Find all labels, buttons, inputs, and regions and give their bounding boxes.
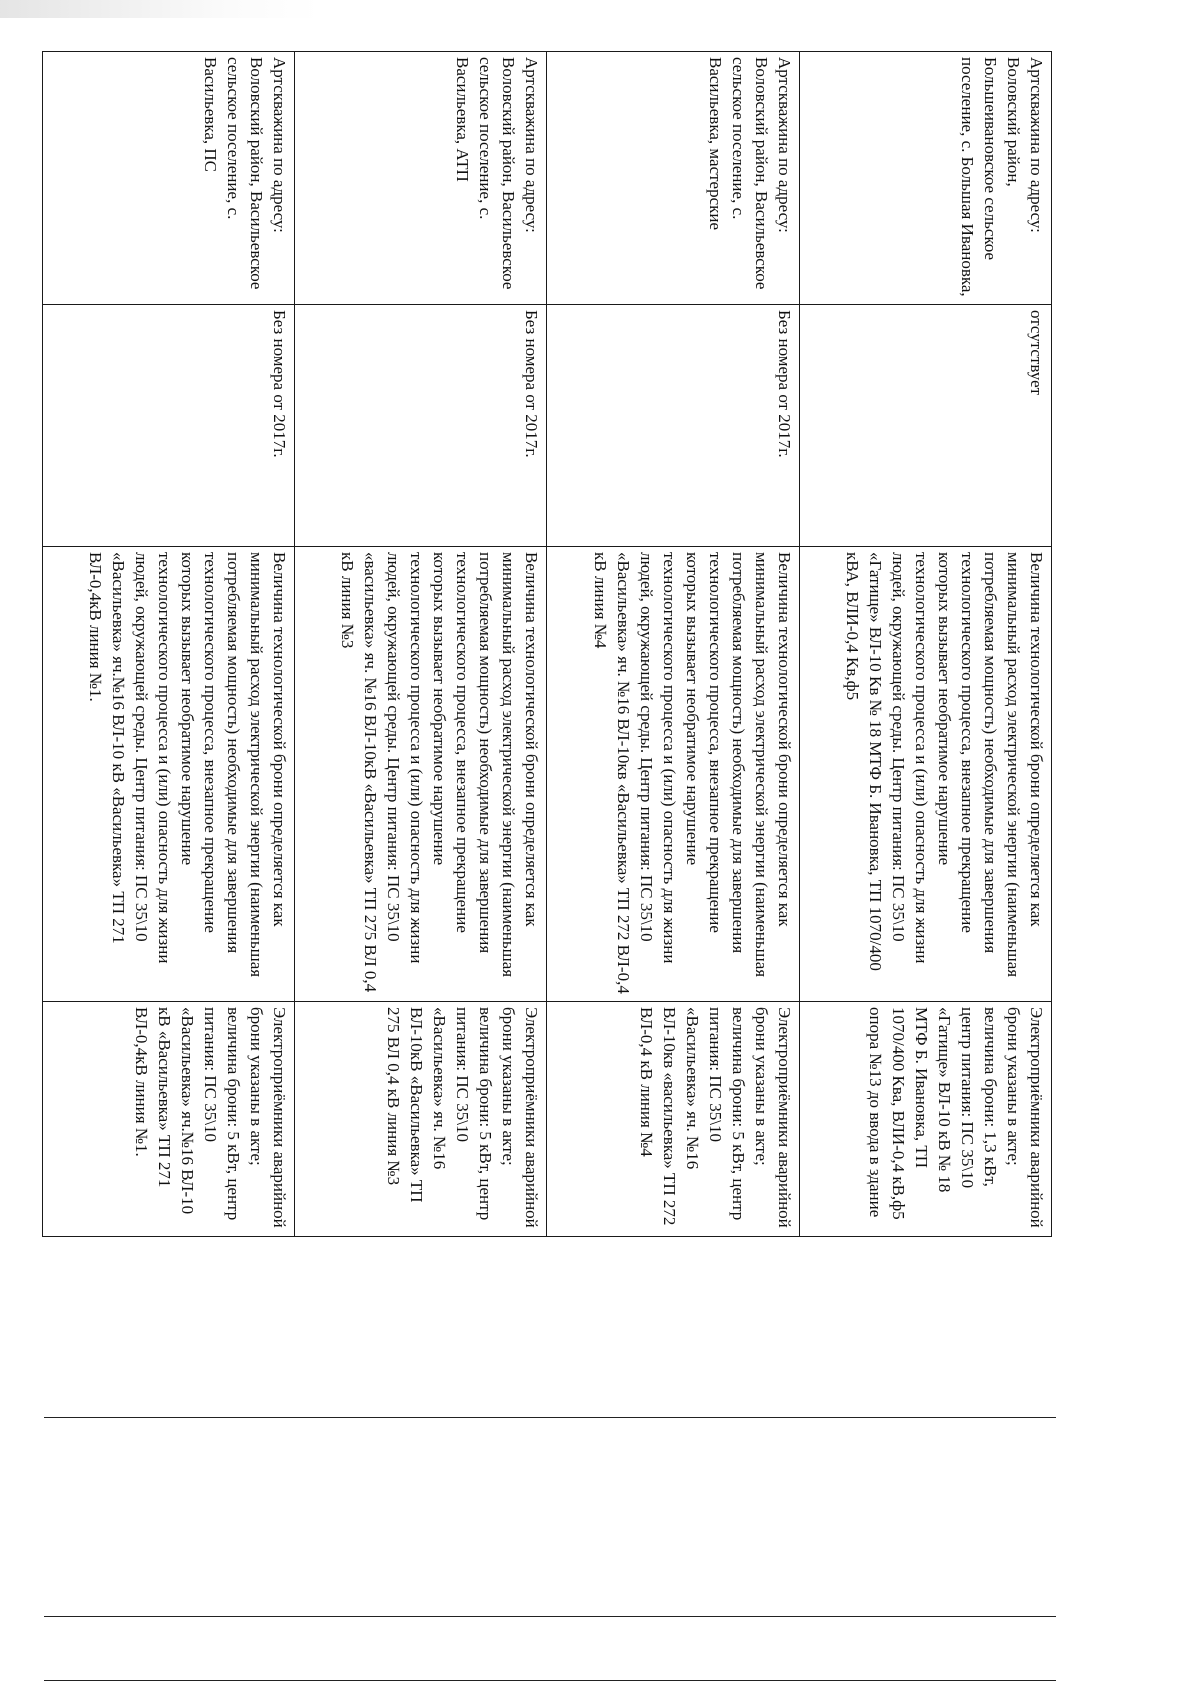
- scan-smudge: [0, 0, 320, 18]
- tech-reserve-cell: Величина технологической брони определяется как минимальный расход электрической энергии (наименьшая потребляемая мощность) необходимые для завершения технологического процесса, внезапное прекращение которых вызывает необратимое нарушение технологического процесса и (или) опасность для жизни людей, окружающей среды. Центр питания: ПС 35\10 «Гатище» ВЛ-10 Кв № 18 МТФ Б. Ивановка, ТП 1070/400 кВА, ВЛИ-0,4 Кв,ф5: [799, 547, 1051, 1002]
- tech-reserve-cell: Величина технологической брони определяется как минимальный расход электрической энергии (наименьшая потребляемая мощность) необходимые для завершения технологического процесса, внезапное прекращение которых вызывает необратимое нарушение технологического процесса и (или) опасность для жизни людей, окружающей среды. Центр питания: ПС 35\10 «Васильевка» яч. №16 ВЛ-10кв «Васильевка» ТП 272 ВЛ-0,4 кВ линия №4: [547, 547, 799, 1002]
- table-row: [547, 52, 799, 1237]
- table-row: [43, 52, 295, 1237]
- act-cell: отсутствует: [799, 305, 1051, 547]
- act-cell: Без номера от 2017г.: [295, 305, 547, 547]
- form-line: [44, 1616, 1056, 1617]
- rotated-table-region: [42, 51, 1052, 1236]
- emergency-reserve-cell: Электроприёмники аварийной брони указаны в акте; величина брони: 5 кВт, центр питания: ПС 35\10 «Васильевка» яч. №16 ВЛ-10кВ «Васильевка» ТП 275 ВЛ 0,4 кВ линия №3: [295, 1002, 547, 1237]
- tech-reserve-cell: Величина технологической брони определяется как минимальный расход электрической энергии (наименьшая потребляемая мощность) необходимые для завершения технологического процесса, внезапное прекращение которых вызывает необратимое нарушение технологического процесса и (или) опасность для жизни людей, окружающей среды. Центр питания: ПС 35\10 «Васильевка» яч.№16 ВЛ-10 кВ «Васильевка» ТП 271 ВЛ-0,4кВ линия №1.: [43, 547, 295, 1002]
- tech-reserve-cell: Величина технологической брони определяется как минимальный расход электрической энергии (наименьшая потребляемая мощность) необходимые для завершения технологического процесса, внезапное прекращение которых вызывает необратимое нарушение технологического процесса и (или) опасность для жизни людей, окружающей среды. Центр питания: ПС 35\10 «васильевка» яч. №16 ВЛ-10кВ «Васильевка» ТП 275 ВЛ 0,4 кВ линия №3: [295, 547, 547, 1002]
- table-row: [799, 52, 1051, 1237]
- emergency-reserve-cell: Электроприёмники аварийной брони указаны в акте; величина брони: 5 кВт, центр питания: ПС 35\10 «Васильевка» яч.№16 ВЛ-10 кВ «Васильевка» ТП 271 ВЛ-0,4кВ линия №1.: [43, 1002, 295, 1237]
- object-address-cell: Артскважина по адресу: Воловский район, Васильевское сельское поселение, с. Васильевка, АТП: [295, 52, 547, 305]
- form-line: [44, 1417, 1056, 1418]
- emergency-reserve-cell: Электроприёмники аварийной брони указаны в акте; величина брони: 1,3 кВт, центр питания: ПС 35\10 «Гатище» ВЛ-10 кВ № 18 МТФ Б. Ивановка, ТП 1070/400 Ква, ВЛИ-0,4 кВ,ф5 опора №13 до ввода в здание: [799, 1002, 1051, 1237]
- emergency-reserve-cell: Электроприёмники аварийной брони указаны в акте; величина брони: 5 кВт, центр питания: ПС 35\10 «Васильевка» яч. №16 ВЛ-10кв «васильевка» ТП 272 ВЛ-0,4 кВ линия №4: [547, 1002, 799, 1237]
- reserve-table: [42, 51, 1052, 1237]
- table-row: [295, 52, 547, 1237]
- act-cell: Без номера от 2017г.: [547, 305, 799, 547]
- object-address-cell: Артскважина по адресу: Воловский район, Большеивановское сельское поселение, с. Большая Ивановка,: [799, 52, 1051, 305]
- form-line: [44, 1680, 1056, 1681]
- object-address-cell: Артскважина по адресу: Воловский район, Васильевское сельское поселение, с. Васильевка, ПС: [43, 52, 295, 305]
- object-address-cell: Артскважина по адресу: Воловский район, Васильевское сельское поселение, с. Васильевка, мастерские: [547, 52, 799, 305]
- act-cell: Без номера от 2017г.: [43, 305, 295, 547]
